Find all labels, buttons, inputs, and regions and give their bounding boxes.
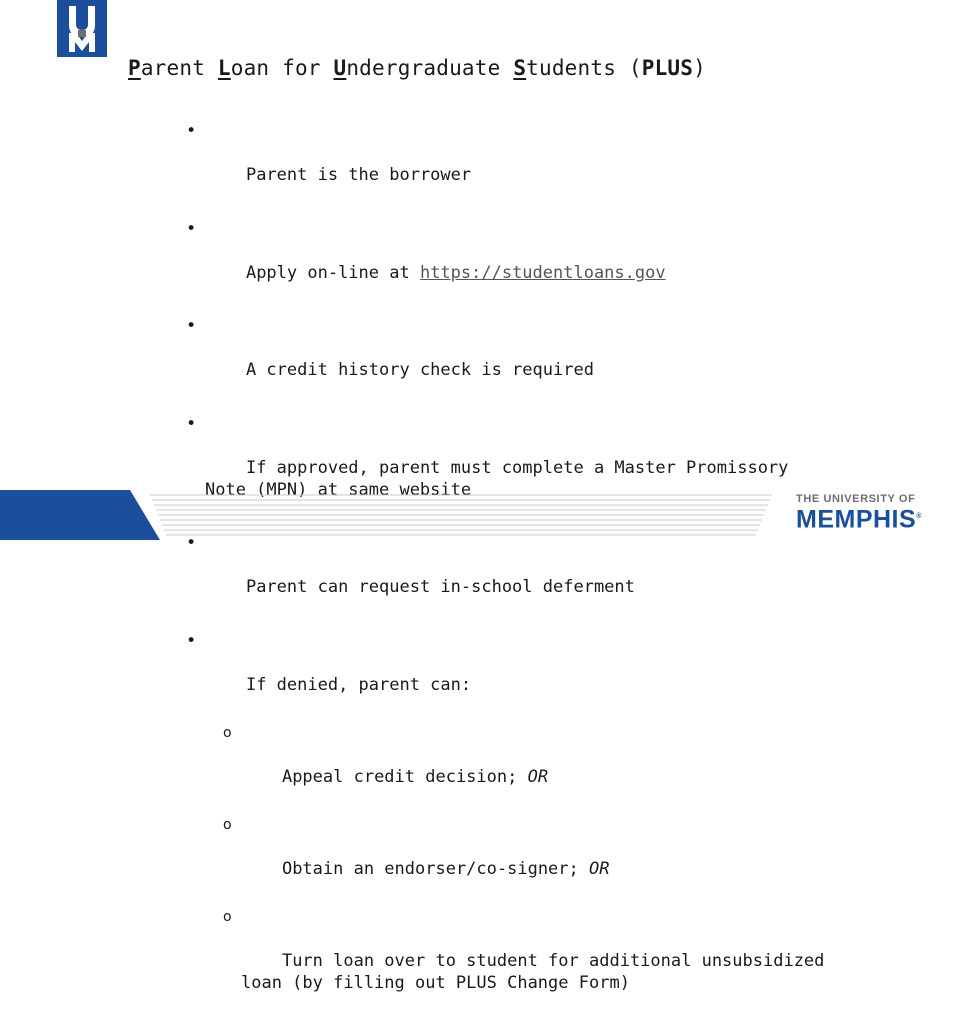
university-logo-icon bbox=[57, 0, 107, 57]
bullet-text: A credit history check is required bbox=[245, 360, 594, 380]
title-initial-s: S bbox=[513, 56, 527, 80]
bullet-dot-icon: • bbox=[186, 630, 197, 651]
sub-item-or: OR bbox=[527, 766, 549, 787]
sub-item-text: Obtain an endorser/co-signer; bbox=[281, 858, 589, 879]
wordmark-top-line: THE UNIVERSITY OF bbox=[796, 493, 916, 505]
sub-item-text: Appeal credit decision; bbox=[281, 766, 528, 787]
bullet-item bbox=[186, 315, 826, 403]
title-text-students: tudents ( bbox=[526, 56, 642, 80]
bullet-text: Parent can request in-school deferment bbox=[245, 577, 635, 597]
bullet-text: Apply on-line at bbox=[245, 262, 420, 283]
bullet-dot-icon: • bbox=[186, 316, 197, 336]
sub-item-or: OR bbox=[589, 858, 610, 879]
bullet-dot-icon: • bbox=[186, 533, 197, 553]
bullet-dot-icon: • bbox=[186, 121, 197, 141]
wordmark-name: MEMPHIS bbox=[796, 505, 917, 534]
sub-bullet-icon: o bbox=[223, 908, 232, 925]
bullet-dot-icon: • bbox=[186, 218, 197, 239]
title-plus: PLUS bbox=[641, 56, 694, 80]
studentloans-link[interactable]: https://studentloans.gov bbox=[419, 262, 666, 283]
bullet-list bbox=[186, 120, 835, 1016]
bullet-text: If denied, parent can: bbox=[245, 674, 472, 695]
sub-list-item bbox=[186, 814, 826, 902]
sub-bullet-icon: o bbox=[223, 724, 232, 741]
sub-list-item bbox=[186, 906, 835, 1016]
title-initial-p: P bbox=[128, 56, 141, 80]
slide-title bbox=[128, 56, 706, 80]
bullet-dot-icon: • bbox=[186, 413, 197, 434]
footer-lines-decoration bbox=[140, 492, 780, 540]
sub-list-item bbox=[186, 722, 826, 810]
title-text-undergraduate: ndergraduate bbox=[346, 56, 514, 80]
bullet-text: Parent is the borrower bbox=[245, 165, 472, 185]
title-initial-u: U bbox=[333, 56, 347, 80]
bullet-text: If approved, parent must complete a Master Promissory Note (MPN) at same website bbox=[205, 457, 799, 500]
sub-bullet-icon: o bbox=[223, 816, 232, 833]
bullet-item bbox=[186, 218, 826, 306]
footer-blue-band bbox=[0, 490, 160, 540]
university-wordmark bbox=[796, 493, 936, 534]
title-text-parent: arent bbox=[140, 56, 218, 80]
title-text-loan: oan for bbox=[230, 56, 334, 80]
wordmark-main bbox=[796, 505, 936, 534]
sub-item-text: Turn loan over to student for additional unsubsidized loan (by filling out PLUS Change Form) bbox=[241, 950, 835, 993]
title-initial-l: L bbox=[217, 56, 231, 80]
registered-mark-icon: ® bbox=[916, 513, 922, 520]
bullet-item bbox=[186, 120, 826, 208]
title-close-paren: ) bbox=[693, 56, 706, 80]
bullet-item bbox=[186, 630, 826, 718]
bullet-item bbox=[186, 532, 826, 620]
